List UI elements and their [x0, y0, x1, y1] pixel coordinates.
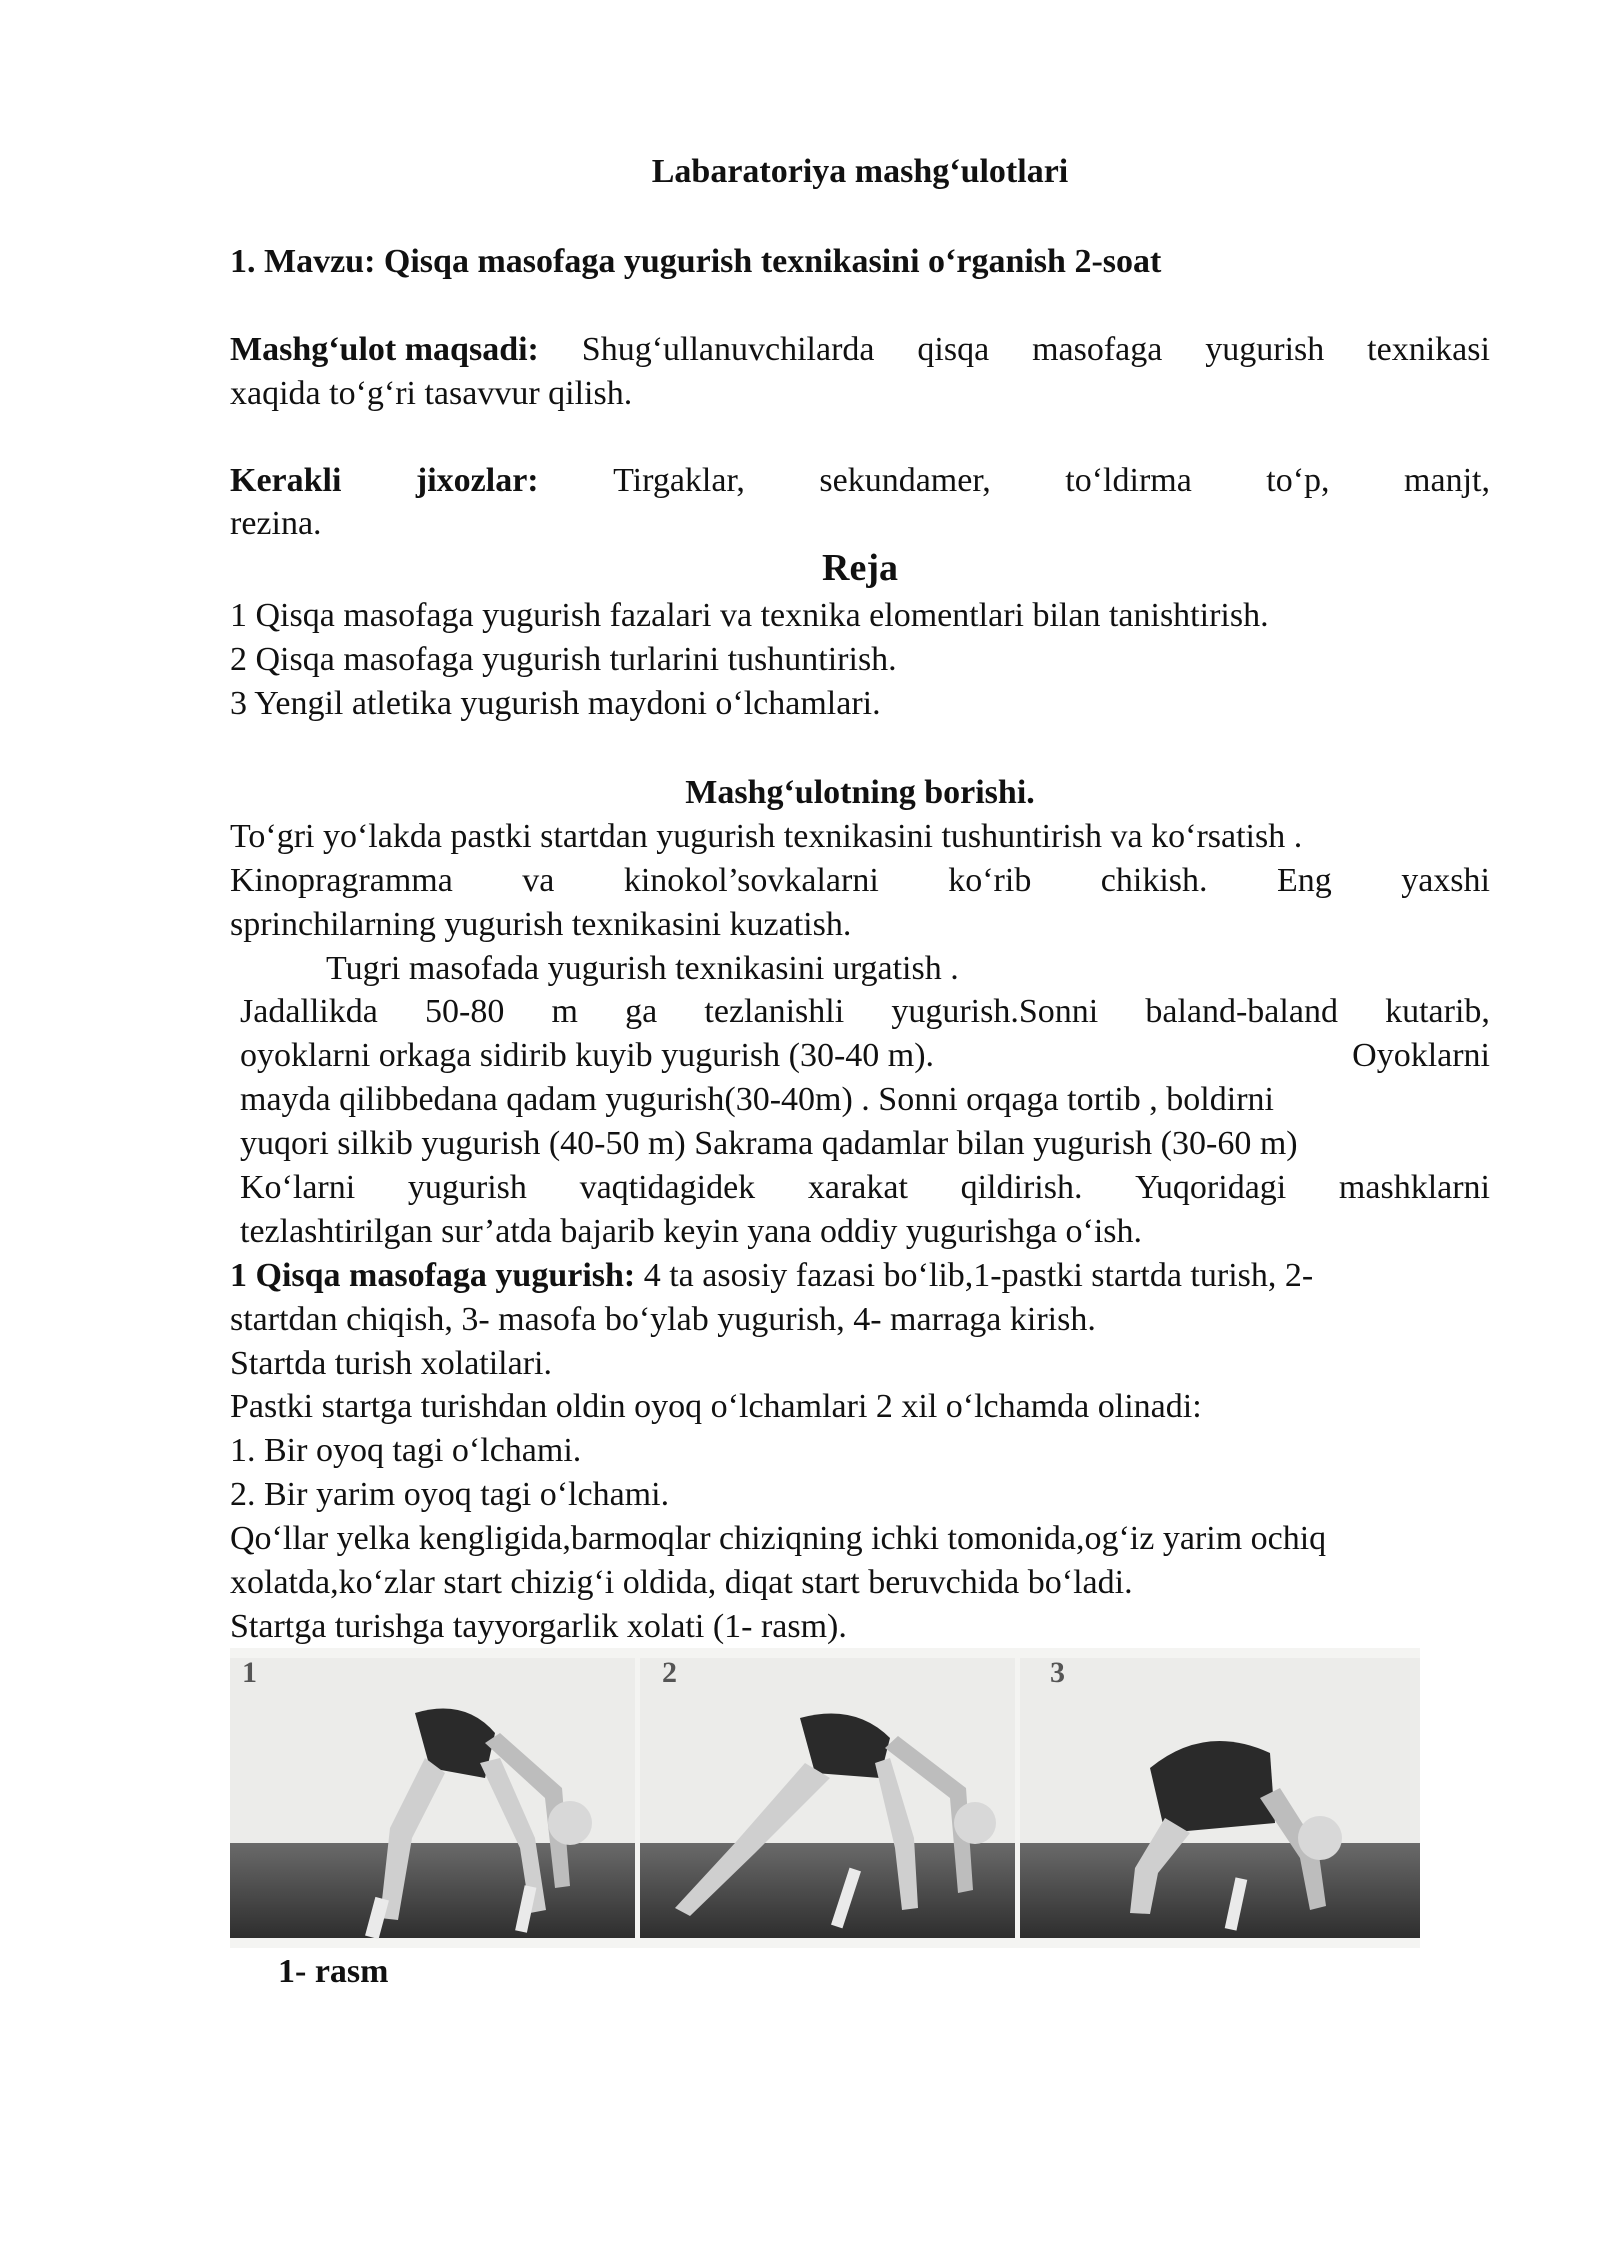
- goal-line-1: [230, 330, 1490, 370]
- equipment-word: Tirgaklar,: [613, 462, 745, 499]
- progress-word: qildirish.: [960, 1169, 1083, 1206]
- plan-heading: Reja: [822, 547, 898, 589]
- topic-heading: 1. Mavzu: Qisqa masofaga yugurish texnikasini o‘rganish 2-soat: [230, 243, 1162, 280]
- photo-panel-2: [640, 1658, 1015, 1938]
- progress-line: [240, 1036, 1490, 1076]
- section1-line: Startda turish xolatilari.: [230, 1345, 552, 1382]
- start-position-figure: [230, 1648, 1420, 1948]
- equipment-line-2: rezina.: [230, 505, 322, 542]
- section1-line: Startga turishga tayyorgarlik xolati (1- rasm).: [230, 1608, 847, 1645]
- progress-word: kinokol’sovkalarni: [623, 862, 879, 899]
- equipment-line-1: [230, 461, 1490, 501]
- photo-panel-1: [230, 1658, 635, 1939]
- progress-line: sprinchilarning yugurish texnikasini kuzatish.: [230, 906, 852, 943]
- progress-word: yugurish.Sonni: [891, 993, 1099, 1030]
- progress-word: yugurish: [407, 1169, 527, 1206]
- progress-word: Eng: [1276, 862, 1332, 899]
- goal-word: masofaga: [1032, 331, 1163, 368]
- progress-line: tezlashtirilgan sur’atda bajarib keyin yana oddiy yugurishga o‘ish.: [240, 1213, 1143, 1250]
- panel-number-3: 3: [1050, 1656, 1065, 1689]
- goal-word: yugurish: [1205, 331, 1325, 368]
- section1-text: 4 ta asosiy fazasi bo‘lib,1-pastki startda turish, 2-: [635, 1257, 1314, 1294]
- progress-word: 50-80: [425, 993, 505, 1030]
- progress-heading: Mashg‘ulotning borishi.: [685, 774, 1035, 811]
- progress-word: va: [522, 862, 555, 899]
- progress-word: Jadallikda: [240, 993, 378, 1030]
- plan-item: 2 Qisqa masofaga yugurish turlarini tushuntirish.: [230, 641, 897, 678]
- equipment-label-word: Kerakli: [230, 462, 342, 499]
- goal-label: Mashg‘ulot maqsadi:: [230, 331, 539, 368]
- progress-line: [230, 861, 1490, 901]
- equipment-word: to‘p,: [1266, 462, 1330, 499]
- section1-line: [230, 1256, 1313, 1296]
- figure-photo-strip: [230, 1648, 1420, 1948]
- section1-label: 1 Qisqa masofaga yugurish:: [230, 1257, 636, 1294]
- section1-line: Qo‘llar yelka kengligida,barmoqlar chiziqning ichki tomonida,og‘iz yarim ochiq: [230, 1520, 1327, 1557]
- progress-word: tezlanishli: [704, 993, 845, 1030]
- progress-word: Ko‘larni: [240, 1169, 356, 1206]
- progress-word: ga: [625, 993, 658, 1030]
- progress-word: baland-baland: [1145, 993, 1338, 1030]
- plan-item: 1 Qisqa masofaga yugurish fazalari va texnika elomentlari bilan tanishtirish.: [230, 597, 1269, 634]
- section1-list-item: 1. Bir oyoq tagi o‘lchami.: [230, 1432, 582, 1469]
- progress-word: kutarib,: [1385, 993, 1490, 1030]
- progress-line: yuqori silkib yugurish (40-50 m) Sakrama qadamlar bilan yugurish (30-60 m): [240, 1125, 1298, 1162]
- progress-line: mayda qilibbedana qadam yugurish(30-40m) . Sonni orqaga tortib , boldirni: [240, 1081, 1274, 1118]
- progress-word: Yuqoridagi: [1135, 1169, 1287, 1206]
- progress-line: [240, 1168, 1490, 1208]
- panel-number-1: 1: [242, 1656, 257, 1689]
- progress-word: xarakat: [807, 1169, 908, 1206]
- progress-word: chikish.: [1100, 862, 1208, 899]
- goal-line-2: xaqida to‘g‘ri tasavvur qilish.: [230, 375, 633, 412]
- equipment-label-word: jixozlar:: [415, 462, 539, 499]
- plan-item: 3 Yengil atletika yugurish maydoni o‘lchamlari.: [230, 685, 881, 722]
- progress-line: [240, 992, 1490, 1032]
- progress-segment: Oyoklarni: [1352, 1037, 1490, 1074]
- progress-word: ko‘rib: [948, 862, 1032, 899]
- progress-word: m: [551, 993, 578, 1030]
- section1-line: startdan chiqish, 3- masofa bo‘ylab yugurish, 4- marraga kirish.: [230, 1301, 1096, 1338]
- photo-panel-3: [1020, 1658, 1420, 1938]
- progress-word: mashklarni: [1338, 1169, 1490, 1206]
- section1-list-item: 2. Bir yarim oyoq tagi o‘lchami.: [230, 1476, 670, 1513]
- figure-caption: 1- rasm: [278, 1953, 389, 1990]
- section1-line: Pastki startga turishdan oldin oyoq o‘lchamlari 2 xil o‘lchamda olinadi:: [230, 1388, 1202, 1425]
- equipment-word: to‘ldirma: [1065, 462, 1192, 499]
- page-title: Labaratoriya mashg‘ulotlari: [651, 153, 1069, 190]
- progress-line: Tugri masofada yugurish texnikasini urgatish .: [326, 950, 959, 987]
- progress-word: Kinopragramma: [230, 862, 453, 899]
- progress-line: To‘gri yo‘lakda pastki startdan yugurish texnikasini tushuntirish va ko‘rsatish .: [230, 818, 1303, 855]
- equipment-word: manjt,: [1404, 462, 1490, 499]
- section1-line: xolatda,ko‘zlar start chizig‘i oldida, diqat start beruvchida bo‘ladi.: [230, 1564, 1133, 1601]
- equipment-word: sekundamer,: [819, 462, 991, 499]
- progress-segment: oyoklarni orkaga sidirib kuyib yugurish (30-40 m).: [240, 1037, 935, 1074]
- progress-word: yaxshi: [1401, 862, 1490, 899]
- goal-word: Shug‘ullanuvchilarda: [581, 331, 875, 368]
- goal-word: texnikasi: [1367, 331, 1490, 368]
- progress-word: vaqtidagidek: [579, 1169, 756, 1206]
- panel-number-2: 2: [662, 1656, 677, 1689]
- goal-word: qisqa: [917, 331, 990, 368]
